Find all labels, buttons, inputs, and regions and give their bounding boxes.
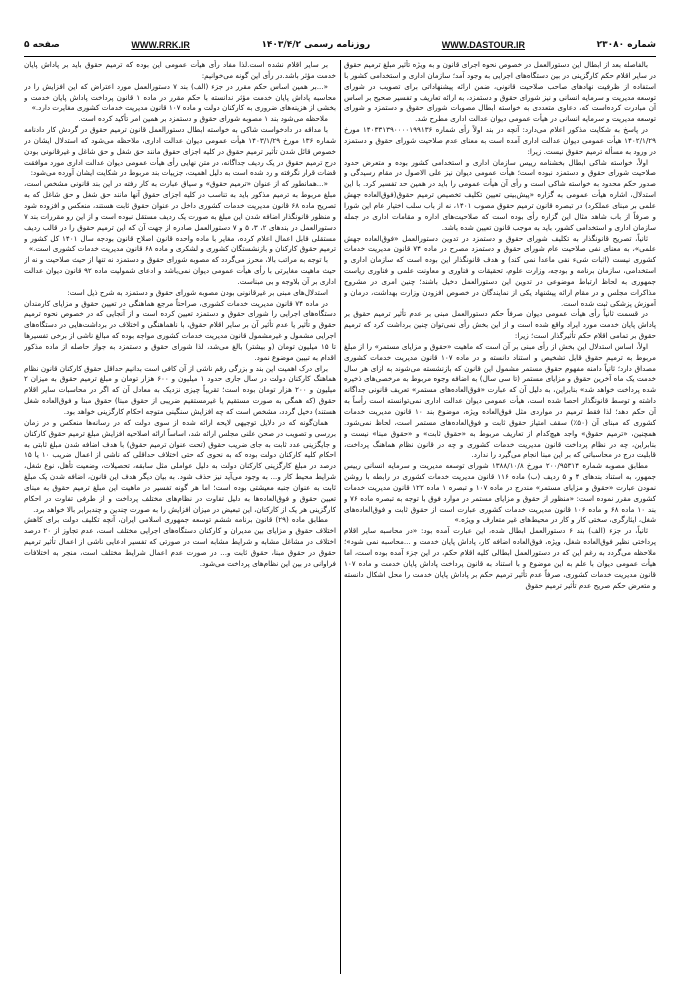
paragraph: اولاً، خواسته شاکی ابطال بخشنامه رییس سازمان اداری و استخدامی کشور بوده و متعرض حدود صلاحیت شورای حقوق و دستمزد نبوده است؛ هیأت عمومی دیوان نیز علی الاصول در مقام رسیدگی و صدور حکم محدود به خواسته شاکی است و رأی آن هیأت عمومی را باید در همین حد تفسیر کرد. با این استدلال، اشاره هیأت عمومی به گزاره «پیش‌بینی تعیین تکلیف تخصیص ترمیم حقوق(فوق‌العاده جهش علمی بر مبنای عملکرد) در تبصره قانون ترمیم حقوق مصوب ۱۴۰۱، نه از باب سلب اختیار عام این شورا و صرفاً از باب شاهد مثال این گزاره رأی بوده است که صلاحیت‌های اداره و مقامات اداری در جمله سازمان اداری و استخدامی کشور، باید به موجب قانون تعیین شده باشد. [344,157,656,232]
paragraph: در ماده ۷۴ قانون مدیریت خدمات کشوری، صراحتاً مرجع هماهنگی در تعیین حقوق و مزایای کارمندان دستگاه‌های اجرایی را شورای حقوق و دستمزد تعیین کرده است و از آنجایی که در خصوص نحوه ترمیم حقوق و تأثیر یا عدم تأثیر آن بر سایر اقلام حقوق، با ناهماهنگی و اختلاف در برداشت‌هایی در دستگاه‌های اجرایی مشمول و غیرمشمول قانون مدیریت خدمات کشوری مواجه بوده که مبالغ ناشی از برخی تفسیرها تا ۱۵ میلیون تومان (و بیشتر) بالغ می‌شد، لذا شورای حقوق و دستمزد به جواز حاصله از ماده مذکور اقدام به تبیین موضوع نمود. [24,298,336,362]
site-link-rrk[interactable]: WWW.RRK.IR [131,40,190,50]
paragraph: ملاحظه می‌شود بند ۱ مصوبه شورای حقوق و دستمزد بر همین امر تأکید کرده است. [78,114,328,124]
left-column [24,60,336,974]
paragraph: در قسمت ثانیاً رأی هیأت عمومی دیوان صرفاً حکم دستورالعمل مبنی بر عدم تأثیر ترمیم حقوق بر پاداش پایان خدمت مورد ایراد واقع شده است و از این بخش رأی نمی‌توان چنین برداشت کرد که ترمیم حقوق بر تمامی اقلام حکم تأثیرگذار است؛ زیرا: [344,309,656,341]
paragraph: ثانیاً، تصریح قانونگذار به تکلیف شورای حقوق و دستمزد در تدوین دستورالعمل «فوق‌العاده جهش علمی»، به معنای نفی صلاحیت عام شورای حقوق و دستمزد مصرح در ماده ۷۴ قانون مدیریت خدمات کشوری نیست (اثبات شیء نفی ماعدا نمی کند) و هدف قانونگذار این بوده است که سازمان اداری و استخدامی، سازمان برنامه و بودجه، وزارت علوم، تحقیقات و فناوری و معاونت علمی و فناوری ریاست جمهوری به لحاظ ارتباط موضوعی در تدوین این دستورالعمل دخیل باشند؛ چنین امری در مشروح مذاکرات مجلس و در مقام ارائه پیشنهاد یکی از نمایندگان در خصوص افزودن وزارت بهداشت، درمان و آموزش پزشکی ثبت شده است. [344,233,656,308]
page-number: صفحه ۵ [24,40,60,50]
paragraph: همان‌گونه که در دلایل توجیهی لایحه ارائه شده از سوی دولت که در رسانه‌ها منعکس و در زمان بررسی و تصویب در صحن علنی مجلس ارائه شد، اساساً ارائه اصلاحیه افزایش مبلغ ترمیم حقوق کارکنان و جایگزینی عدد ثابت به جای ضریب حقوق (تحت عنوان ترمیم حقوق) با هدف اضافه شدن مبلغ ثابتی به احکام کلیه کارکنان دولت بوده که به نحوی که حتی اختلاف حداقلی که ناشی از اعمال ضریب ۱۰ یا ۱۵ درصد در مبلغ کارگزینی کارکنان دولت به دلیل عواملی مثل سابقه، تحصیلات، وضعیت تأهل، نوع شغل، شرایط محیط کار و... به وجود می‌آید نیز حذف شود. به بیان دیگر هدف این قانون، اضافه شدن یک مبلغ ثابت به عنوان جنبه معیشتی بوده است؛ اما هر گونه تفسیر در ماهیت این مبلغ ترمیم حقوق به مبنای تعیین حقوق و فوق‌العاده‌ها به دلیل تفاوت در نظام‌های مختلف پرداخت و از طرفی تفاوت در احکام کارگزینی هر یک از کارکنان، این تبعیض در میزان افزایش را به صورت چندین و چندبرابر بالا خواهد برد. [24,417,336,514]
paragraph: با مداقه در دادخواست شاکی به خواسته ابطال دستورالعمل قانون ترمیم حقوق در گردش کار دادنامه شماره ۱۳۶ مورخ ۱۴۰۳/۱/۲۹ هیأت عمومی دیوان عدالت اداری، ملاحظه می‌شود که استدلال ایشان در خصوص قائل شدن تأثیر ترمیم حقوق در کلیه اجزای حقوق مانند حق شغل و حق شاغل و غیرقانونی بودن درج ترمیم حقوق در یک ردیف جداگانه، در متن نهایی رأی هیأت عمومی دیوان عدالت اداری مورد موافقت قضات قرار نگرفته و رد شده است به دلیل اهمیت، جزییات بند مربوط در شکایت ایشان آورده می‌شود: [24,125,336,178]
paragraph: اولاً، اساس استدلال این بخش از رأی مبنی بر آن است که ماهیت «حقوق و مزایای مستمر» را از مبلغ مربوط به ترمیم حقوق قابل تشخیص و استناد دانسته و در ماده ۱۰۷ قانون مدیریت خدمات کشوری مصداق دارد؛ ثانیاً دامنه مفهوم حقوق مستمر مشمول این قانون که بازنشسته می‌شوند به ازای هر سال خدمت یک ماه آخرین حقوق و مزایای مستمر (تا سی سال) به اضافه وجوه مربوط به مرخصی‌های ذخیره شده پرداخت خواهد شد» بنابراین، به دلیل آن که عبارت «فوق‌العاده‌های مستمر» تعریف قانونی جداگانه داشته و توسط قانونگذار احصا شده است، هیأت عمومی دیوان عدالت اداری نمی‌توانسته است رأساً به آن حکم دهد؛ لذا فقط ترمیم در مواردی مثل فوق‌العاده ویژه، موضوع بند ۱۰ قانون مدیریت خدمات کشوری که مبنای آن (۵۰٪) سقف امتیاز حقوق ثابت و فوق‌العاده‌های مستمر است، لحاظ نمی‌شود. همچنین، «ترمیم حقوق» واجد هیچ‌کدام از تعاریف مربوط به «حقوق ثابت» و «حقوق مبنا» نیست و بنابراین، چه در نظام پرداخت قانون مدیریت خدمات کشوری و چه در قانون نظام هماهنگ پرداخت، قابلیت درج در محاسباتی که بر این مبنا انجام می‌گیرد را ندارد. [344,341,656,460]
paragraph: مطابق ماده (۲۹) قانون برنامه ششم توسعه جمهوری اسلامی ایران، آنچه تکلیف دولت برای کاهش اختلاف حقوق و مزایای بین مدیران و کارکنان دستگاه‌های اجرایی مختلف است، عدم تجاوز از ۲۰ درصد اختلاف در مشاغل مشابه و شرایط مشابه است در صورتی که تفسیر ادعایی ناشی از اعمال تأثیر ترمیم حقوق در حقوق مبنا، حقوق ثابت و... در صورت عدم اعمال شرایط مختلف است، منجر به اختلافات فراوانی در بین این نظام‌های پرداخت می‌شود. [24,515,336,568]
paragraph: در پاسخ به شکایت مذکور اعلام می‌دارد: آنچه در بند اولاً رأی شماره ۱۴۰۳۳۱۳۹۰۰۰۰۱۹۹۱۳۶ مورخ ۱۴۰۲/۱/۲۹ هیأت عمومی دیوان عدالت اداری آمده است به معنای عدم صلاحیت شورای حقوق و دستمزد در ورود به مسأله ترمیم حقوق نیست. زیرا: [344,125,656,156]
right-column [344,60,656,974]
text-columns [24,60,656,974]
issue-number: شماره ۲۳۰۸۰ [596,40,656,50]
paragraph: «...بر همین اساس حکم مقرر در جزء (الف) بند ۷ دستورالعمل مورد اعتراض که این افزایش را در محاسبه پاداش پایان خدمت مؤثر ندانسته با حکم مقرر در ماده ۱ قانون پرداخت پاداش پایان خدمت و بخشی از هزینه‌های ضروری به کارکنان دولت و ماده ۱۰۷ قانون مدیریت خدمات کشوری مغایرت دارد.» [24,81,336,113]
gazette-page [24,34,656,974]
paragraph: با توجه به مراتب بالا، محرز می‌گردد که مصوبه شورای حقوق و دستمزد نه تنها از حیث صلاحیت و نه از حیث ماهیت مغایرتی با رأی هیأت عمومی دیوان نمی‌باشد و ادعای شمولیت ماده ۹۲ قانون دیوان عدالت اداری بر آن بلاوجه و بی مبناست. [24,255,336,286]
paragraph: استدلال‌های مبنی بر غیرقانونی بودن مصوبه شورای حقوق و دستمزد به شرح ذیل است: [67,287,328,297]
paragraph: «...همانطور که از عنوان «ترمیم حقوق» و سیاق عبارت به کار رفته در این بند قانونی مشخص است، مبلغ مربوط به ترمیم مذکور باید به تناسب در کلیه اجزای حقوق آنها مانند حق شغل و حق شاغل که به تصریح ماده ۶۸ قانون مدیریت خدمات کشوری داخل در عنوان حقوق ثابت هستند، منعکس و افزوده شود و منظور قانونگذار اضافه شدن این مبلغ به صورت یک ردیف مستقل نبوده است و از این رو مقررات بند ۷ دستورالعمل در بندهای ۲، ۳، ۵ و ۷ دستورالعمل صادره از جهت آن که این ترمیم حقوق را در قالب ردیف مستقلی قابل اعمال اعلام کرده، مغایر با ماده واحده قانون اصلاح قانون بودجه سال ۱۴۰۱ کل کشور و ترمیم حقوق کارکنان و بازنشستگان کشوری و لشکری و ماده ۶۸ قانون مدیریت خدمات کشوری است.» [24,179,336,254]
paragraph: بر سایر اقلام نشده است.لذا مفاد رأی هیأت عمومی این بوده که ترمیم حقوق باید بر پاداش پایان خدمت مؤثر باشد.در رأی این گونه می‌خوانیم: [24,60,336,80]
column-gutter [336,60,344,974]
column-divider [340,60,341,974]
paragraph: مطابق مصوبه شماره ۲۰۰/۹۵۳۱۴ مورخ ۱۳۸۸/۱۰/۸ شورای توسعه مدیریت و سرمایه انسانی رییس جمهور، به استناد بندهای ۴ و ۵ ردیف (ب) ماده ۱۱۶ قانون مدیریت خدمات کشوری در رابطه با روشن نمودن عبارت «حقوق و مزایای مستمر» مندرج در ماده ۱۰۷ و تبصره ۱ ماده ۱۲۲ قانون مدیریت خدمات کشوری مقرر نموده است: «منظور از حقوق و مزایای مستمر در موارد فوق با توجه به تبصره ماده ۷۶ و بند ۱۰ ماده ۶۸ و ماده ۱۰۶ قانون مدیریت خدمات کشوری عبارت است از حقوق ثابت و فوق‌العاده‌های شغل، ایثارگری، سختی کار و کار در محیط‌های غیر متعارف و ویژه.» [344,461,656,525]
paragraph: ثانیاً، در جزء (الف) بند ۶ دستورالعمل ابطال شده، این عبارت آمده بود: «در محاسبه سایر اقلام پرداختی نظیر فوق‌العاده شغل، ویژه، فوق‌العاده اضافه کار، پاداش پایان خدمت و ...محاسبه نمی شود»؛ ملاحظه می‌گردد به رغم این که در دستورالعمل ابطالی کلیه اقلام حکم، در این جزء آمده بوده است، اما هیأت عمومی دیوان با علم به این موضوع و با استناد به قانون پرداخت پاداش پایان خدمت و ماده ۱۰۷ قانون مدیریت خدمات کشوری، صرفاً عدم تأثیر ترمیم حکم بر پاداش پایان خدمت را محل اشکال دانسته و متعرض حکم صریح عدم تأثیر ترمیم حقوق [344,526,656,590]
page-header [24,34,656,57]
paragraph: بالفاصله بعد از ابطال این دستورالعمل در خصوص نحوه اجرای قانون و به ویژه تأثیر مبلغ ترمیم حقوق در سایر اقلام حکم کارگزینی در بین دستگاه‌های اجرایی به وجود آمد؛ سازمان اداری و استخدامی کشور با استفاده از ظرفیت نهادهای صاحب صلاحیت قانونی، ضمن ارائه پیشنهاداتی برای تصویب در شورای توسعه مدیریت و سرمایه انسانی و نیز شورای حقوق و دستمزد، به ارائه تعاریف و تفسیر صحیح بر اساس آن مبادرت کرده‌است که، دعاوی متعددی به خواسته ابطال مصوبات شورای حقوق و دستمزد و شورای توسعه مدیریت و سرمایه انسانی در هیأت عمومی دیوان عدالت اداری مطرح شد. [344,60,656,124]
paragraph: برای درک اهمیت این بند و بزرگی رقم ناشی از آن کافی است بدانیم حداقل حقوق کارکنان قانون نظام هماهنگ کارکنان دولت در سال جاری حدود ۱ میلیون و ۶۰۰ هزار تومان و مبلغ ترمیم حقوق به میزان ۲ میلیون و ۲۰۰ هزار تومان بوده است؛ تقریباً چیزی نزدیک به معادل آن که اگر در محاسبات سایر اقلام حقوق (که همگی به صورت مستقیم یا غیرمستقیم ضریبی از حقوق مبنا) حقوق مبنا و فوق‌العاده شغل هستند) دخیل گردد، مشخص است که چه افزایش سنگینی متوجه احکام کارگزینی خواهد بود. [24,363,336,416]
site-link-dastour[interactable]: WWW.DASTOUR.IR [441,40,526,50]
gazette-date: روزنامه رسمی ۱۴۰۳/۴/۲ [261,40,371,50]
